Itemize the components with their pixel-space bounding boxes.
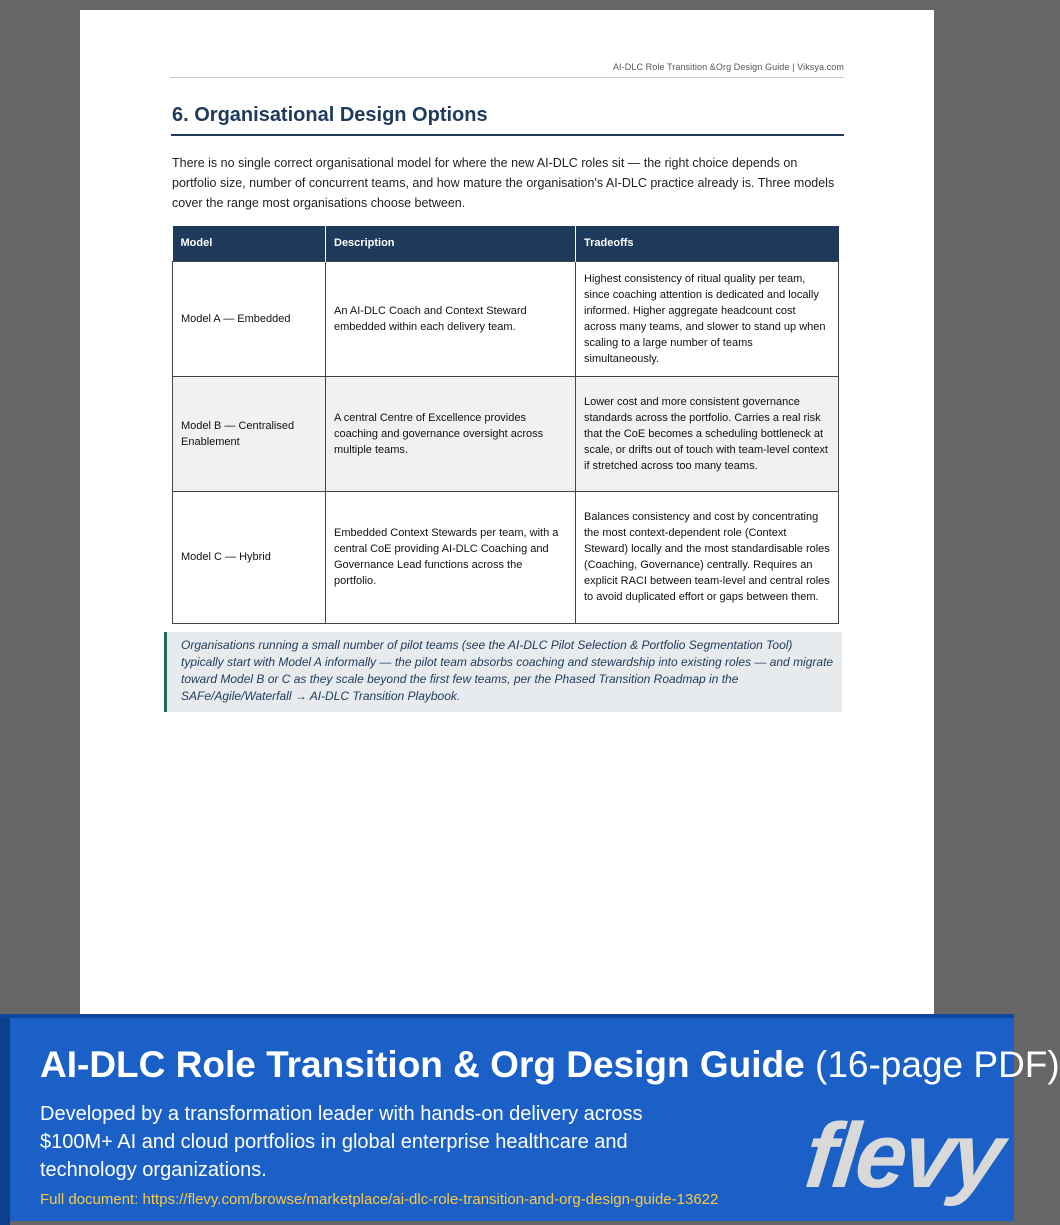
flevy-logo: flevy <box>800 1105 1007 1207</box>
cell-tradeoffs: Lower cost and more consistent governance standards across the portfolio. Carries a real risk that the CoE becomes a scheduling bottleneck at scale, or drifts out of touch with team-level context if stretched across too many teams. <box>576 376 839 491</box>
banner-description: Developed by a transformation leader with hands-on delivery across $100M+ AI and cloud portfolios in global enterprise healthcare and technology organizations. <box>40 1103 643 1181</box>
table-row <box>173 491 839 623</box>
full-document-link[interactable]: Full document: https://flevy.com/browse/marketplace/ai-dlc-role-transition-and-org-design-guide-13622 <box>40 1191 719 1208</box>
banner-title-main: AI-DLC Role Transition & Org Design Guide <box>40 1044 805 1085</box>
section-title: 6. Organisational Design Options <box>172 104 488 126</box>
cell-tradeoffs: Balances consistency and cost by concentrating the most context-dependent role (Context Steward) locally and the most standardisable roles (Coaching, Governance) centrally. Requires an explicit RACI between team-level and central roles to avoid duplicated effort or gaps between them. <box>576 491 839 623</box>
header-tradeoffs: Tradeoffs <box>576 226 839 261</box>
running-header: AI-DLC Role Transition &Org Design Guide | Viksya.com <box>612 62 844 72</box>
banner-title-pages: (16-page PDF) <box>804 1044 1060 1085</box>
title-divider <box>171 134 844 136</box>
cell-model: Model B — Centralised Enablement <box>173 376 326 491</box>
banner-accent-strip <box>0 1018 10 1225</box>
table-header-row <box>173 226 839 261</box>
cell-model: Model C — Hybrid <box>173 491 326 623</box>
callout-note: Organisations running a small number of pilot teams (see the AI-DLC Pilot Selection & Portfolio Segmentation Tool) typically start with Model A informally — the pilot team absorbs coaching and stewardship into existing roles — and migrate toward Model B or C as they scale beyond the first few teams, per the Phased Transition Roadmap in the SAFe/Agile/Waterfall → AI-DLC Transition Playbook. <box>164 632 842 712</box>
header-description: Description <box>326 226 576 261</box>
banner-title <box>40 1044 1060 1086</box>
table-row <box>173 261 839 376</box>
cell-model: Model A — Embedded <box>173 261 326 376</box>
header-divider <box>170 77 844 78</box>
document-page <box>80 10 934 1014</box>
header-model: Model <box>173 226 326 261</box>
cell-description: A central Centre of Excellence provides coaching and governance oversight across multiple teams. <box>326 376 576 491</box>
table-row <box>173 376 839 491</box>
cell-description: An AI-DLC Coach and Context Steward embedded within each delivery team. <box>326 261 576 376</box>
promo-banner <box>0 1014 1060 1221</box>
cell-description: Embedded Context Stewards per team, with a central CoE providing AI-DLC Coaching and Governance Lead functions across the portfolio. <box>326 491 576 623</box>
design-options-table <box>172 226 839 624</box>
cell-tradeoffs: Highest consistency of ritual quality per team, since coaching attention is dedicated and locally informed. Higher aggregate headcount cost across many teams, and slower to stand up when scaling to a large number of teams simultaneously. <box>576 261 839 376</box>
intro-paragraph: There is no single correct organisational model for where the new AI-DLC roles sit — the right choice depends on portfolio size, number of concurrent teams, and how mature the organisation's AI-DLC practice already is. Three models cover the range most organisations choose between. <box>172 156 835 210</box>
